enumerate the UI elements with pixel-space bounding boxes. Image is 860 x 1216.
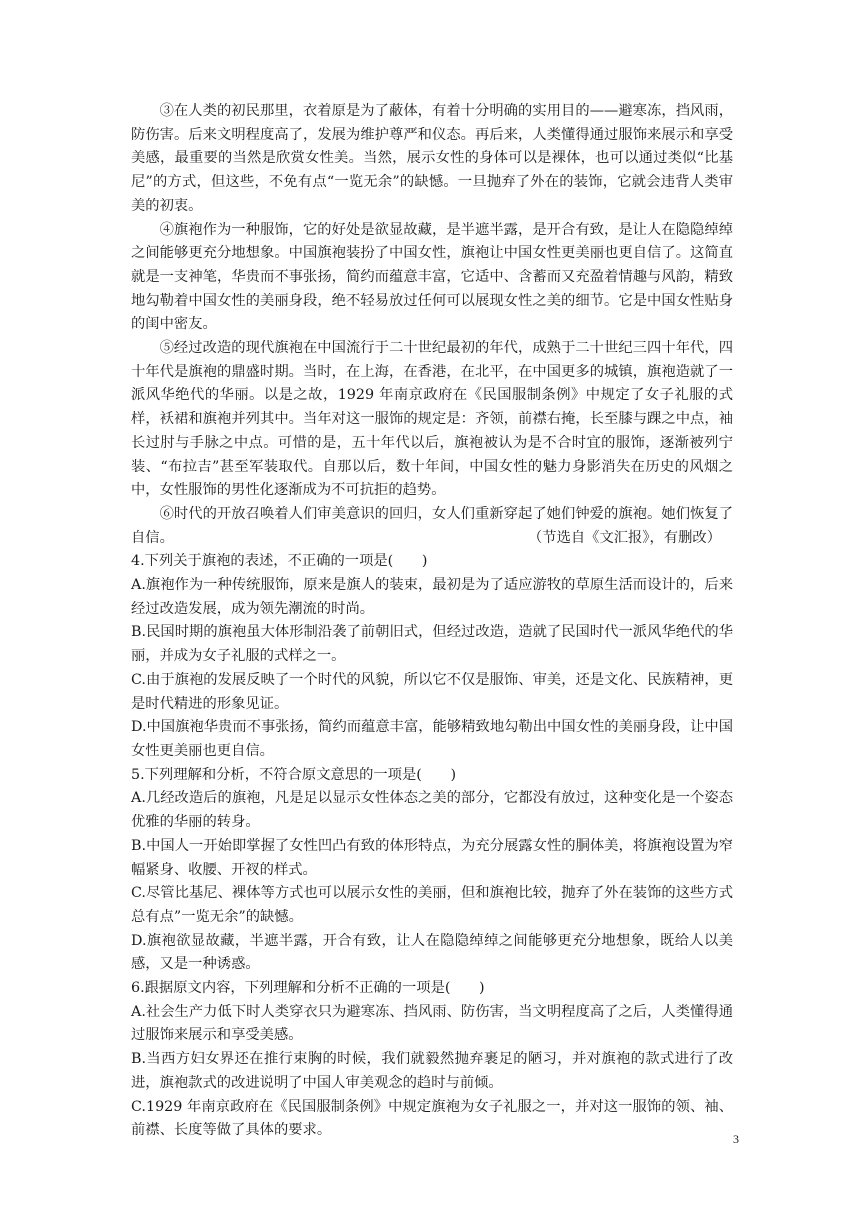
question-5-option-c: C.尽管比基尼、裸体等方式也可以展示女性的美丽，但和旗袍比较，抛弃了外在装饰的这些方式总有点”一览无余”的缺憾。 [131, 885, 733, 925]
page-content [131, 100, 733, 1143]
question-5-option-b: B.中国人一开始即掌握了女性凹凸有致的体形特点，为充分展露女性的胴体美，将旗袍设置为窄幅紧身、收腰、开衩的样式。 [131, 837, 733, 878]
source-note: （节选自《文汇报》，有删改） [527, 529, 721, 546]
question-4-option-a: A.旗袍作为一种传统服饰，原来是旗人的装束，最初是为了适应游牧的草原生活而设计的，后来经过改造发展，成为领先潮流的时尚。 [131, 577, 733, 617]
paragraph-6: ⑥时代的开放召唤着人们审美意识的回归，女人们重新穿起了她们钟爱的旗袍。她们恢复了自信。 [131, 505, 733, 546]
question-4-option-d: D.中国旗袍华贵而不事张扬，简约而蕴意丰富，能够精致地勾勒出中国女性的美丽身段，让中国女性更美丽也更自信。 [131, 719, 733, 759]
question-4-option-b: B.民国时期的旗袍虽大体形制沿袭了前朝旧式，但经过改造，造就了民国时代一派风华绝代的华丽，并成为女子礼服的式样之一。 [131, 624, 733, 665]
question-4-stem: 4.下列关于旗袍的表述，不正确的一项是( ) [131, 553, 428, 570]
source-note-line [131, 527, 733, 551]
paragraph-4: ④旗袍作为一种服饰，它的好处是欲显故藏，是半遮半露，是开合有致，是让人在隐隐绰绰之间能够更充分地想象。中国旗袍装扮了中国女性，旗袍让中国女性更美丽也更自信了。这简直就是一支神笔，华贵而不事张扬，简约而蕴意丰富，它适中、含蓄而又充盈着情趣与风韵，精致地勾勒着中国女性的美丽身段，绝不轻易放过任何可以展现女性之美的细节。它是中国女性贴身的闺中密友。 [131, 221, 733, 333]
question-5-stem: 5.下列理解和分析，不符合原文意思的一项是( ) [131, 766, 457, 783]
question-6-stem: 6.跟据原文内容，下列理解和分析不正确的一项是( ) [131, 980, 485, 997]
question-5-option-a: A.几经改造后的旗袍，凡是足以显示女性体态之美的部分，它都没有放过，这种变化是一个姿态优雅的华丽的转身。 [131, 790, 733, 831]
question-5-option-d: D.旗袍欲显故藏，半遮半露，开合有致，让人在隐隐绰绰之间能够更充分地想象，既给人以美感，又是一种诱惑。 [131, 932, 733, 973]
question-6-option-b: B.当西方妇女界还在推行束胸的时候，我们就毅然抛弃裹足的陋习，并对旗袍的款式进行了改进，旗袍款式的改进说明了中国人审美观念的趋时与前倾。 [131, 1051, 733, 1091]
question-4-option-c: C.由于旗袍的发展反映了一个时代的风貌，所以它不仅是服饰、审美，还是文化、民族精神，更是时代精进的形象见证。 [131, 671, 733, 712]
question-6-option-c: C.1929 年南京政府在《民国服制条例》中规定旗袍为女子礼服之一，并对这一服饰的领、袖、前襟、长度等做了具体的要求。 [131, 1098, 733, 1139]
page-number: 3 [733, 1132, 739, 1146]
paragraph-3: ③在人类的初民那里，衣着原是为了蔽体，有着十分明确的实用目的——避寒冻，挡风雨，防伤害。后来文明程度高了，发展为维护尊严和仪态。再后来，人类懂得通过服饰来展示和享受美感，最重要的当然是欣赏女性美。当然，展示女性的身体可以是裸体，也可以通过类似“比基尼”的方式，但这些，不免有点“一览无余”的缺憾。一旦抛弃了外在的装饰，它就会违背人类审美的初衷。 [131, 103, 733, 214]
paragraph-5: ⑤经过改造的现代旗袍在中国流行于二十世纪最初的年代，成熟于二十世纪三四十年代，四十年代是旗袍的鼎盛时期。当时，在上海，在香港，在北平，在中国更多的城镇，旗袍造就了一派风华绝代的华丽。以是之故，1929 年南京政府在《民国服制条例》中规定了女子礼服的式样，袄裙和旗袍并列其中。当年对这一服饰的规定是：齐领，前襟右掩，长至膝与踝之中点，袖长过肘与手脉之中点。可惜的是，五十年代以后，旗袍被认为是不合时宜的服饰，逐渐被列宁装、“布拉吉”甚至军装取代。自那以后，数十年间，中国女性的魅力身影消失在历史的风烟之中，女性服饰的男性化逐渐成为不可抗拒的趋势。 [131, 340, 733, 499]
question-6-option-a: A.社会生产力低下时人类穿衣只为避寒冻、挡风雨、防伤害，当文明程度高了之后，人类懂得通过服饰来展示和享受美感。 [131, 1003, 733, 1044]
